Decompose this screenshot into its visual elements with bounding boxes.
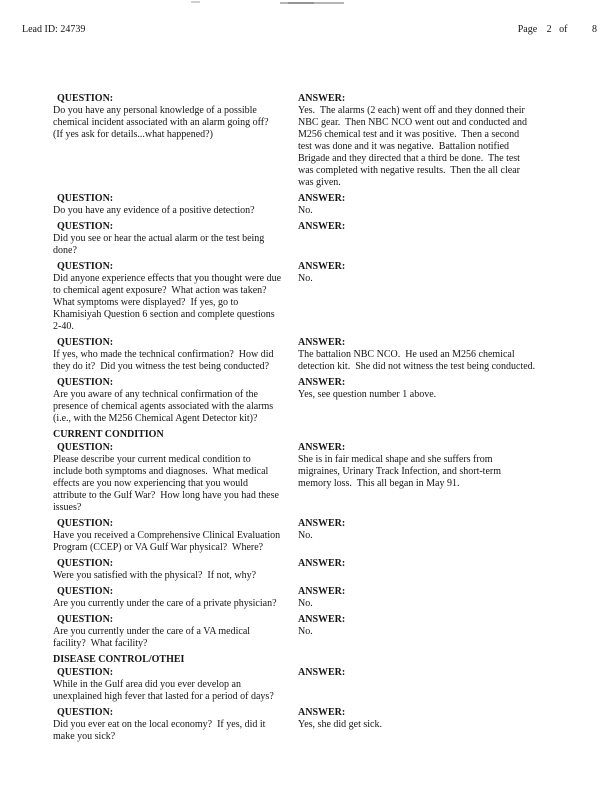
- question-line: chemical incident associated with an alarm going off?: [53, 117, 269, 128]
- question-cell: [52, 667, 297, 703]
- answer-line: The battalion NBC NCO. He used an M256 chemical: [298, 349, 515, 360]
- question-line: facility? What facility?: [53, 638, 148, 649]
- question-line: (If yes ask for details...what happened?): [53, 129, 213, 140]
- answer-line: No.: [298, 530, 313, 541]
- answer-label: ANSWER:: [298, 518, 346, 529]
- question-label: QUESTION:: [57, 614, 114, 625]
- answer-line: No.: [298, 273, 313, 284]
- question-line: attribute to the Gulf War? How long have you had these: [53, 490, 279, 501]
- answer-line: Yes, see question number 1 above.: [298, 389, 437, 400]
- question-line: Please describe your current medical condition to: [53, 454, 251, 465]
- answer-line: memory loss. This all began in May 91.: [298, 478, 460, 489]
- qa-row: [0, 558, 611, 582]
- question-label: QUESTION:: [57, 93, 114, 104]
- question-line: (i.e., with the M256 Chemical Agent Detector kit)?: [53, 413, 258, 424]
- answer-cell: [297, 377, 601, 425]
- question-line: Did you ever eat on the local economy? If yes, did it: [53, 719, 266, 730]
- answer-cell: [297, 707, 601, 743]
- answer-label: ANSWER:: [298, 442, 346, 453]
- answer-label: ANSWER:: [298, 221, 346, 232]
- answer-cell: [297, 261, 601, 333]
- answer-line: She is in fair medical shape and she suffers from: [298, 454, 493, 465]
- question-label: QUESTION:: [57, 377, 114, 388]
- answer-line: migraines, Urinary Track Infection, and short-term: [298, 466, 502, 477]
- answer-cell: [297, 586, 601, 610]
- question-line: Do you have any evidence of a positive detection?: [53, 205, 255, 216]
- answer-label: ANSWER:: [298, 261, 346, 272]
- answer-line: Yes, she did get sick.: [298, 719, 382, 730]
- question-line: presence of chemical agents associated with the alarms: [53, 401, 274, 412]
- question-line: Were you satisfied with the physical? If not, why?: [53, 570, 257, 581]
- qa-row: [0, 193, 611, 217]
- question-line: effects are you now experiencing that you would: [53, 478, 249, 489]
- qa-row: [0, 586, 611, 610]
- qa-row: [0, 518, 611, 554]
- answer-line: M256 chemical test and it was positive. Then a second: [298, 129, 520, 140]
- question-label: QUESTION:: [57, 707, 114, 718]
- qa-row: [0, 667, 611, 703]
- page-number-indicator: [518, 24, 597, 36]
- question-line: make you sick?: [53, 731, 116, 742]
- answer-cell: [297, 667, 601, 703]
- section-heading: DISEASE CONTROL/OTHEI: [53, 654, 185, 665]
- section-heading: CURRENT CONDITION: [53, 429, 164, 440]
- question-line: to chemical agent exposure? What action was taken?: [53, 285, 267, 296]
- question-line: done?: [53, 245, 77, 256]
- question-line: Do you have any personal knowledge of a possible: [53, 105, 257, 116]
- page-of-word: of: [559, 24, 568, 35]
- question-label: QUESTION:: [57, 558, 114, 569]
- answer-label: ANSWER:: [298, 614, 346, 625]
- question-cell: [52, 337, 297, 373]
- answer-line: was completed with negative results. Then the all clear: [298, 165, 520, 176]
- question-line: unexplained high fever that lasted for a period of days?: [53, 691, 274, 702]
- answer-line: Brigade and they directed that a third be done. The test: [298, 153, 520, 164]
- answer-cell: [297, 442, 601, 514]
- question-label: QUESTION:: [57, 586, 114, 597]
- question-label: QUESTION:: [57, 667, 114, 678]
- question-cell: [52, 518, 297, 554]
- answer-cell: [297, 193, 601, 217]
- answer-label: ANSWER:: [298, 337, 346, 348]
- answer-label: ANSWER:: [298, 586, 346, 597]
- answer-line: test was done and it was negative. Battalion notified: [298, 141, 510, 152]
- page-total: 8: [592, 24, 597, 35]
- answer-label: ANSWER:: [298, 707, 346, 718]
- question-line: issues?: [53, 502, 82, 513]
- question-line: If yes, who made the technical confirmation? How did: [53, 349, 274, 360]
- question-cell: [52, 586, 297, 610]
- question-cell: [52, 93, 297, 189]
- qa-row: [0, 442, 611, 514]
- question-line: Did you see or hear the actual alarm or the test being: [53, 233, 265, 244]
- question-cell: [52, 193, 297, 217]
- question-line: they do it? Did you witness the test being conducted?: [53, 361, 270, 372]
- answer-line: detection kit. She did not witness the test being conducted.: [298, 361, 536, 372]
- question-cell: [52, 558, 297, 582]
- qa-row: [0, 93, 611, 189]
- answer-cell: [297, 614, 601, 650]
- answer-cell: [297, 93, 601, 189]
- question-line: include both symptoms and diagnoses. What medical: [53, 466, 269, 477]
- qa-row: [0, 221, 611, 257]
- answer-cell: [297, 558, 601, 582]
- question-cell: [52, 377, 297, 425]
- answer-label: ANSWER:: [298, 558, 346, 569]
- answer-line: No.: [298, 598, 313, 609]
- question-label: QUESTION:: [57, 337, 114, 348]
- question-line: Are you currently under the care of a VA medical: [53, 626, 251, 637]
- answer-line: No.: [298, 205, 313, 216]
- qa-row: [0, 614, 611, 650]
- qa-row: [0, 261, 611, 333]
- question-cell: [52, 442, 297, 514]
- question-label: QUESTION:: [57, 442, 114, 453]
- question-label: QUESTION:: [57, 193, 114, 204]
- answer-line: Yes. The alarms (2 each) went off and they donned their: [298, 105, 525, 116]
- qa-row: [0, 337, 611, 373]
- answer-line: No.: [298, 626, 313, 637]
- answer-label: ANSWER:: [298, 193, 346, 204]
- question-line: 2-40.: [53, 321, 74, 332]
- qa-content: [0, 93, 611, 747]
- question-line: Are you currently under the care of a private physician?: [53, 598, 277, 609]
- question-line: Program (CCEP) or VA Gulf War physical? Where?: [53, 542, 264, 553]
- question-label: QUESTION:: [57, 261, 114, 272]
- qa-row: [0, 377, 611, 425]
- answer-line: NBC gear. Then NBC NCO went out and conducted and: [298, 117, 527, 128]
- scan-artifact: [191, 1, 200, 3]
- page-word: Page: [517, 24, 538, 35]
- question-line: Have you received a Comprehensive Clinical Evaluation: [53, 530, 281, 541]
- answer-label: ANSWER:: [298, 377, 346, 388]
- answer-label: ANSWER:: [298, 667, 346, 678]
- question-line: What symptoms were displayed? If yes, go to: [53, 297, 239, 308]
- answer-cell: [297, 221, 601, 257]
- answer-cell: [297, 518, 601, 554]
- question-cell: [52, 221, 297, 257]
- question-line: While in the Gulf area did you ever develop an: [53, 679, 241, 690]
- answer-cell: [297, 337, 601, 373]
- scan-artifact: [288, 2, 314, 4]
- answer-line: was given.: [298, 177, 341, 188]
- page-number: 2: [546, 24, 552, 35]
- question-line: Khamisiyah Question 6 section and complete questions: [53, 309, 275, 320]
- question-cell: [52, 261, 297, 333]
- question-label: QUESTION:: [57, 221, 114, 232]
- question-cell: [52, 707, 297, 743]
- qa-row: [0, 707, 611, 743]
- question-cell: [52, 614, 297, 650]
- page-header: [22, 24, 597, 36]
- lead-id: Lead ID: 24739: [22, 24, 86, 35]
- question-line: Did anyone experience effects that you thought were due: [53, 273, 282, 284]
- question-label: QUESTION:: [57, 518, 114, 529]
- question-line: Are you aware of any technical confirmation of the: [53, 389, 258, 400]
- answer-label: ANSWER:: [298, 93, 346, 104]
